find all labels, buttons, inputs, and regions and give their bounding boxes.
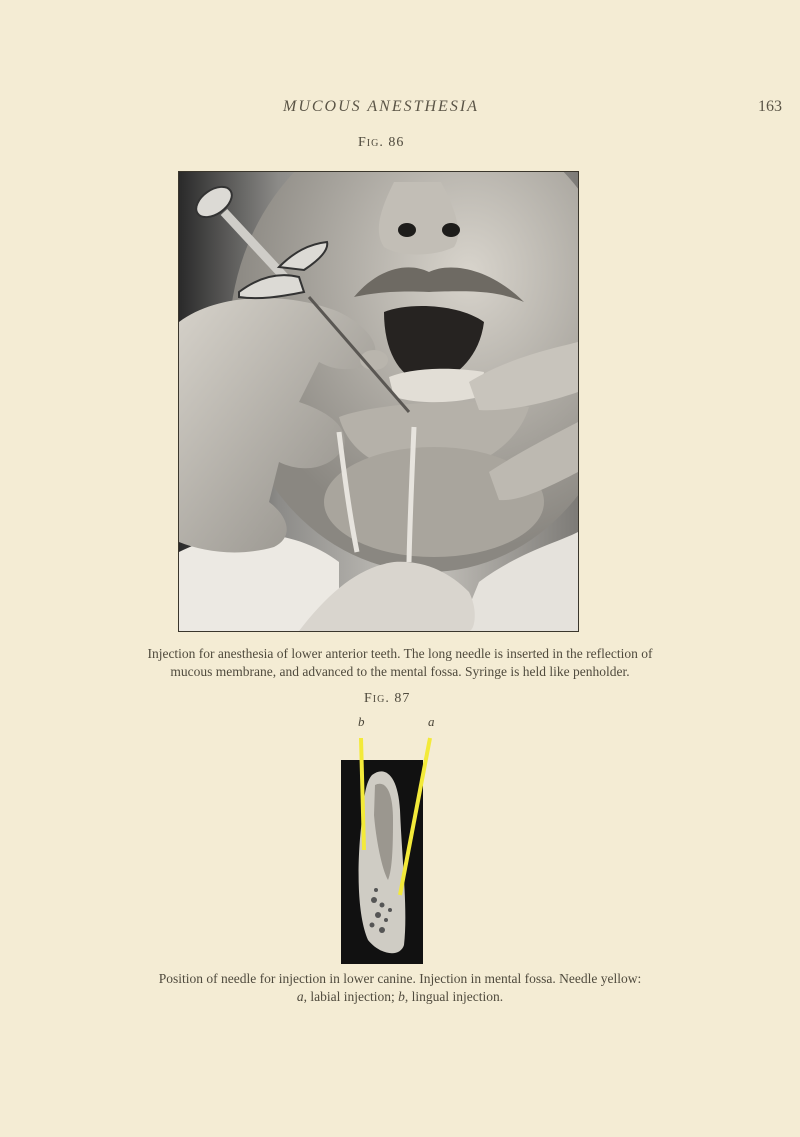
- figure-86-caption: [40, 645, 760, 681]
- caption-lingual-text: , lingual injection.: [404, 989, 504, 1004]
- running-title: MUCOUS ANESTHESIA: [283, 98, 479, 115]
- figure-86-label: Fig. 86: [358, 135, 405, 150]
- figure-87-caption: [40, 970, 760, 1006]
- figure-86-photograph: [178, 171, 579, 632]
- page-number: 163: [758, 98, 782, 115]
- caption-letter-b: b: [398, 989, 405, 1004]
- figure-87-label: Fig. 87: [364, 691, 411, 706]
- running-head: [0, 98, 800, 122]
- figure-86-caption-line-2: mucous membrane, and advanced to the mental fossa. Syringe is held like penholder.: [170, 664, 630, 679]
- caption-labial-text: , labial injection;: [303, 989, 399, 1004]
- figure-87-canine-section: [330, 730, 440, 970]
- needle-label-b: b: [358, 714, 365, 729]
- figure-87-caption-line-2: [40, 988, 760, 1006]
- canine-cross-section-illustration: [330, 730, 440, 970]
- caption-letter-a: a: [296, 989, 304, 1004]
- figure-87-caption-line-1: Position of needle for injection in lower canine. Injection in mental fossa. Needle yellow:: [158, 971, 642, 986]
- figure-86-caption-line-1: Injection for anesthesia of lower anterior teeth. The long needle is inserted in the reflection of: [147, 646, 653, 661]
- needle-label-a: a: [428, 714, 435, 729]
- injection-photo-illustration: [179, 172, 578, 631]
